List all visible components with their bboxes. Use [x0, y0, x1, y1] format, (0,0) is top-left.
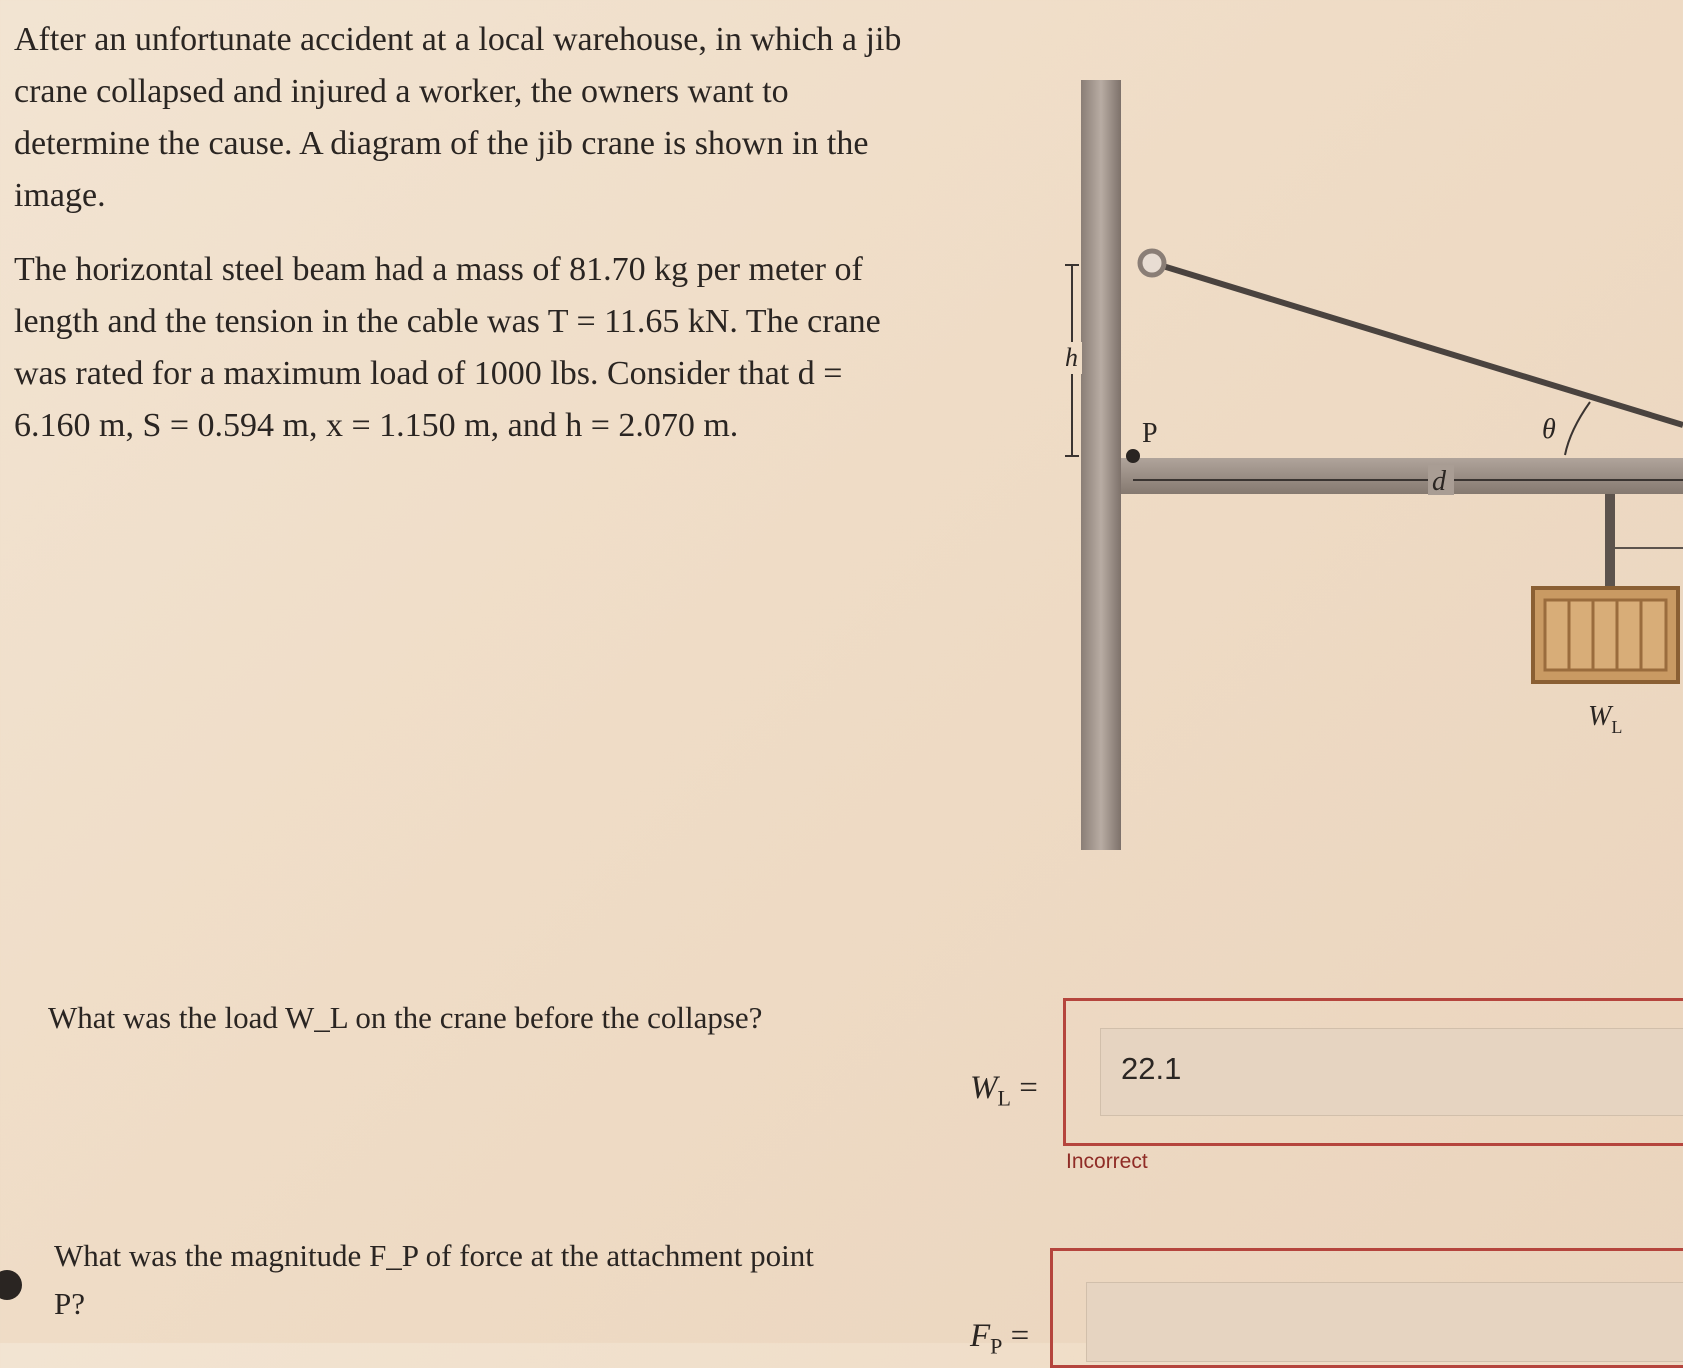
problem-statement	[14, 14, 914, 474]
jib-crane-diagram	[1040, 60, 1683, 860]
load-hanger	[1605, 494, 1615, 588]
question-2-text: What was the magnitude F_P of force at the attachment point P?	[54, 1238, 814, 1321]
cable-pivot	[1140, 251, 1164, 275]
label-h: h	[1065, 343, 1078, 372]
question-1	[48, 1000, 762, 1036]
help-icon[interactable]	[0, 1270, 22, 1300]
question-2	[54, 1232, 834, 1328]
label-wl: $W_L$	[1588, 701, 1623, 737]
attachment-point-p	[1126, 449, 1140, 463]
answer-1-status: Incorrect	[1066, 1150, 1148, 1173]
cable	[1153, 263, 1683, 425]
problem-paragraph-2: The horizontal steel beam had a mass of 81.70 kg per meter of length and the tension in the cable was T = 11.65 kN. The crane was rated for a maximum load of 1000 lbs. Consider that d = 6.160 m, S = 0.594 m, x = 1.150 m, and h = 2.070 m.	[14, 251, 881, 444]
answer-1-label: $W_L$ =	[970, 1070, 1038, 1111]
label-d: d	[1432, 466, 1446, 497]
answer-1-input[interactable]	[1100, 1028, 1683, 1116]
crane-post	[1081, 80, 1121, 850]
answer-1-value: 22.1	[1121, 1051, 1182, 1086]
answer-2-input[interactable]	[1086, 1282, 1683, 1362]
load-crate	[1533, 588, 1678, 682]
label-p: P	[1142, 418, 1158, 449]
question-1-text: What was the load W_L on the crane before the collapse?	[48, 1000, 763, 1035]
theta-arc	[1565, 402, 1590, 455]
problem-paragraph-1: After an unfortunate accident at a local warehouse, in which a jib crane collapsed and injured a worker, the owners want to determine the cause. A diagram of the jib crane is shown in the image.	[14, 21, 902, 214]
crane-beam	[1121, 458, 1683, 494]
answer-2-label: $F_P$ =	[970, 1318, 1030, 1359]
label-theta: θ	[1542, 414, 1556, 445]
